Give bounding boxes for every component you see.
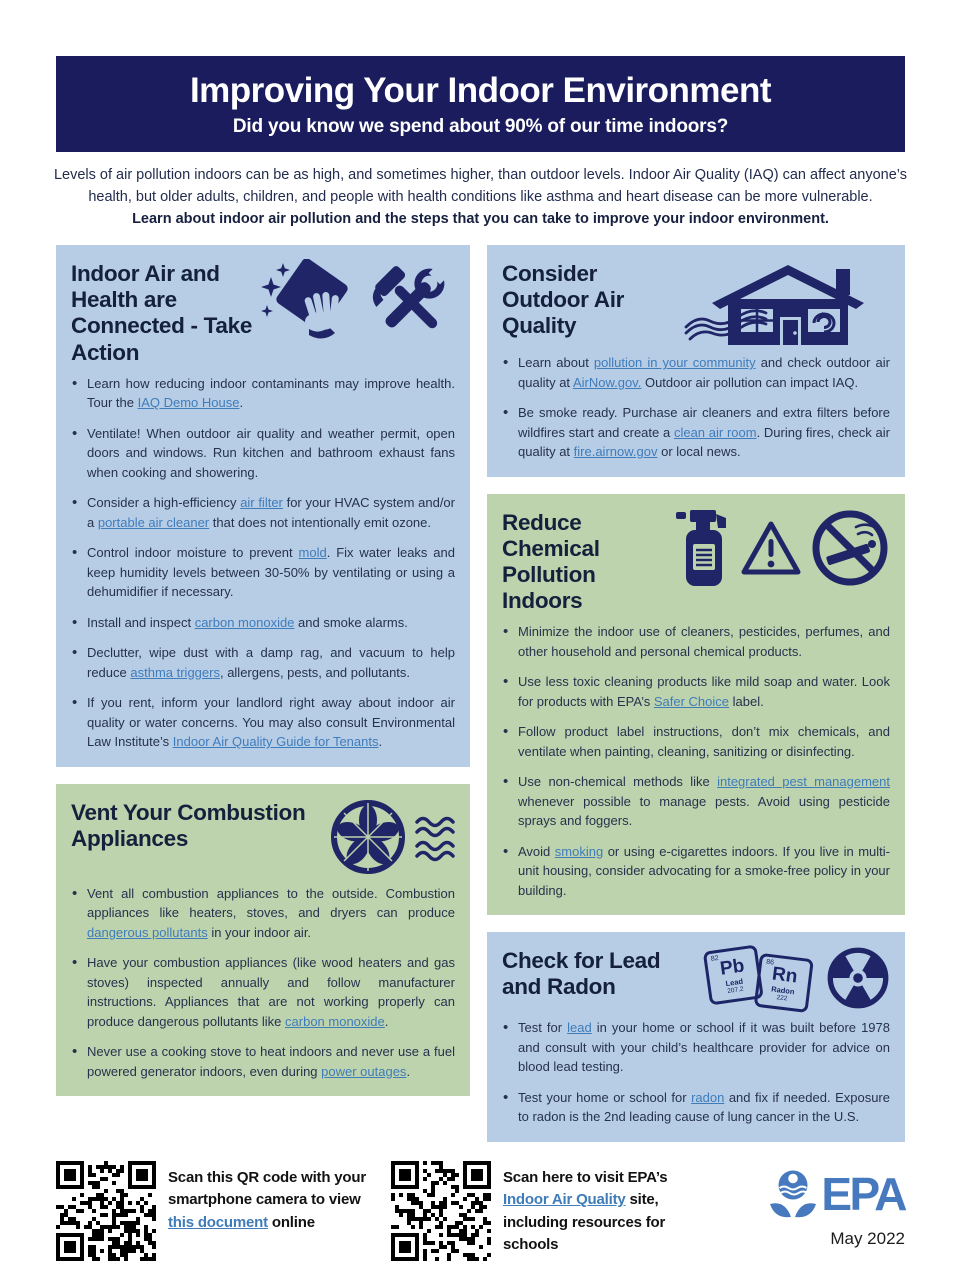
lead-symbol: Pb — [718, 955, 746, 980]
list-item: • Install and inspect carbon monoxide and smoke alarms. — [71, 613, 455, 633]
box-lead-radon — [487, 932, 905, 1142]
inline-link[interactable]: asthma triggers — [130, 664, 220, 680]
list-item: • If you rent, inform your landlord right away about indoor air quality or water concerns. You may also consult Environmental Law Institute’s Indoor Air Quality Guide for Tenants. — [71, 693, 455, 752]
inline-link[interactable]: smoking — [554, 843, 604, 859]
inline-link[interactable]: Indoor Air Quality Guide for Tenants — [172, 734, 379, 750]
air-waves-icon — [415, 812, 455, 862]
radon-name: Radon — [770, 984, 796, 997]
content-columns — [56, 245, 905, 1141]
epa-logo-block — [767, 1161, 905, 1249]
inline-link[interactable]: dangerous pollutants — [87, 924, 208, 940]
box-chemical — [487, 494, 905, 915]
list-item: • Vent all combustion appliances to the outside. Combustion appliances like heaters, stoves, and dryers can produce dangerous pollutants in your indoor air. — [71, 884, 455, 943]
inline-link[interactable]: Indoor Air Quality — [503, 1191, 626, 1209]
list-item: • Use less toxic cleaning products like mild soap and water. Look for products with EPA’s Safer Choice label. — [502, 672, 890, 711]
radon-symbol: Rn — [770, 963, 799, 988]
no-smoking-icon — [810, 508, 890, 588]
radon-mass: 222 — [776, 994, 788, 1003]
lead-mass: 207.2 — [726, 985, 744, 996]
qr-code-iaq-site — [391, 1161, 491, 1261]
list-item: • Learn about pollution in your community and check outdoor air quality at AirNow.gov. Outdoor air pollution can impact IAQ. — [502, 353, 890, 392]
bullet-list — [71, 374, 455, 752]
list-item: • Control indoor moisture to prevent mold. Fix water leaks and keep humidity levels between 30-50% by ventilating or using a dehumidifier if necessary. — [71, 543, 455, 602]
box-outdoor — [487, 245, 905, 477]
list-item: • Use non-chemical methods like integrated pest management whenever possible to manage pests. Avoid using pesticide sprays and foggers. — [502, 772, 890, 831]
qr-iaq-caption: Scan here to visit EPA’s Indoor Air Quality site, including resources for schools — [503, 1168, 668, 1254]
left-column — [56, 245, 470, 1096]
inline-link[interactable]: lead — [567, 1020, 592, 1036]
box-combustion — [56, 784, 470, 1097]
radiation-icon — [826, 946, 890, 1010]
lead-name: Lead — [725, 976, 744, 989]
box-take-action-title: Indoor Air and Health are Connected - Take Action — [71, 261, 253, 365]
list-item: • Follow product label instructions, don’t mix chemicals, and ventilate when painting, cleaning, sanitizing or disinfecting. — [502, 722, 890, 761]
inline-link[interactable]: power outages — [321, 1063, 407, 1079]
epa-logo-text: EPA — [821, 1167, 905, 1220]
radon-atomic-number: 86 — [765, 958, 775, 967]
inline-link[interactable]: air filter — [240, 495, 283, 511]
intro-text: Levels of air pollution indoors can be as high, and sometimes higher, than outdoor levels. Indoor Air Quality (IAQ) can affect anyone’s health, but older adults, children, and people with health conditions like asthma and heart disease can be more vulnerable. — [53, 167, 908, 205]
list-item: • Learn how reducing indoor contaminants may improve health. Tour the IAQ Demo House. — [71, 374, 455, 413]
list-item: • Ventilate! When outdoor air quality and weather permit, open doors and windows. Run kitchen and bathroom exhaust fans when cooking and showering. — [71, 424, 455, 483]
inline-link[interactable]: AirNow.gov. — [572, 374, 642, 390]
inline-link[interactable]: portable air cleaner — [97, 514, 210, 530]
box-outdoor-title: Consider Outdoor Air Quality — [502, 261, 625, 339]
fan-icon — [329, 798, 407, 876]
footer — [56, 1161, 905, 1261]
list-item: • Have your combustion appliances (like wood heaters and gas stoves) inspected annually and follow manufacturer instructions. Appliances that are not working properly can produce dangerous pollutants like carbon monoxide. — [71, 953, 455, 1031]
house-ventilation-icon — [684, 259, 890, 345]
inline-link[interactable]: carbon monoxide — [194, 614, 295, 630]
list-item: • Consider a high-efficiency air filter for your HVAC system and/or a portable air cleaner that does not intentionally emit ozone. — [71, 493, 455, 532]
inline-link[interactable]: IAQ Demo House — [137, 395, 240, 411]
bullet-list — [502, 622, 890, 900]
bullet-list — [71, 884, 455, 1082]
list-item: • Be smoke ready. Purchase air cleaners and extra filters before wildfires start and create a clean air room. During fires, check air quality at fire.airnow.gov or local news. — [502, 403, 890, 462]
epa-flower-icon — [767, 1169, 819, 1219]
spray-bottle-icon — [674, 508, 732, 588]
intro-paragraph — [50, 165, 911, 230]
bullet-list — [502, 1018, 890, 1127]
list-item: • Declutter, wipe dust with a damp rag, and vacuum to help reduce asthma triggers, allergens, pests, and pollutants. — [71, 643, 455, 682]
publication-date: May 2022 — [830, 1228, 905, 1248]
periodic-tiles — [706, 946, 812, 1003]
inline-link[interactable]: clean air room — [673, 424, 757, 440]
bullet-list — [502, 353, 890, 462]
box-chemical-title: Reduce Chemical Pollution Indoors — [502, 509, 600, 614]
list-item: • Avoid smoking or using e-cigarettes indoors. If you live in multi-unit housing, consider advocating for a smoke-free policy in your building. — [502, 842, 890, 901]
list-item: • Test your home or school for radon and fix if needed. Exposure to radon is the 2nd leading cause of lung cancer in the U.S. — [502, 1088, 890, 1127]
right-column — [487, 245, 905, 1141]
lead-atomic-number: 82 — [710, 955, 720, 964]
box-lead-radon-title: Check for Lead and Radon — [502, 948, 661, 1000]
list-item: • Never use a cooking stove to heat indoors and never use a fuel powered generator indoors, even during power outages. — [71, 1042, 455, 1081]
inline-link[interactable]: radon — [691, 1089, 725, 1105]
crossed-tools-icon — [367, 259, 455, 345]
header-banner — [56, 56, 905, 152]
list-item: • Test for lead in your home or school if it was built before 1978 and consult with your child’s healthcare provider for advice on blood lead testing. — [502, 1018, 890, 1077]
box-take-action — [56, 245, 470, 766]
box-combustion-title: Vent Your Combustion Appliances — [71, 799, 306, 851]
inline-link[interactable]: carbon monoxide — [285, 1013, 385, 1029]
lead-element-tile — [703, 945, 764, 1006]
inline-link[interactable]: pollution in your community — [593, 355, 756, 371]
radon-element-tile — [754, 953, 814, 1013]
list-item: • Minimize the indoor use of cleaners, pesticides, perfumes, and other household and personal chemical products. — [502, 622, 890, 661]
page-subtitle: Did you know we spend about 90% of our time indoors? — [232, 116, 729, 137]
sparkle-wipe-icon — [257, 259, 359, 345]
inline-link[interactable]: this document — [168, 1213, 268, 1231]
inline-link[interactable]: mold — [298, 545, 327, 561]
inline-link[interactable]: Safer Choice — [653, 693, 729, 709]
inline-link[interactable]: integrated pest management — [717, 774, 891, 790]
intro-bold-text: Learn about indoor air pollution and the steps that you can take to improve your indoor environment. — [132, 210, 829, 227]
qr-document-caption: Scan this QR code with your smartphone camera to view this document online — [168, 1168, 366, 1231]
qr-code-document — [56, 1161, 156, 1261]
page-title: Improving Your Indoor Environment — [189, 71, 772, 110]
warning-triangle-icon — [740, 519, 802, 577]
inline-link[interactable]: fire.airnow.gov — [573, 444, 658, 460]
